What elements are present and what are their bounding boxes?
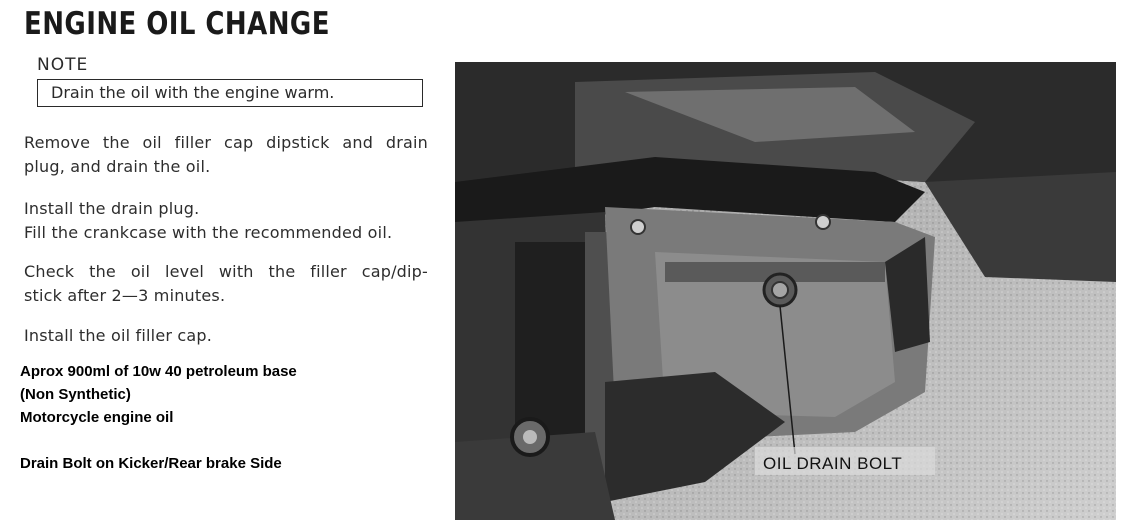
step-line: Remove the oil filler cap dipstick and drain [24,133,428,152]
engine-photo [455,62,1116,520]
step-check-level [24,260,428,308]
step-line: plug, and drain the oil. [24,157,211,176]
engine-illustration [455,62,1116,520]
step-install-plug [24,197,428,245]
step-line: stick after 2—3 minutes. [24,286,226,305]
note-text: Drain the oil with the engine warm. [51,83,335,102]
step-line: Fill the crankcase with the recommended oil. [24,223,393,242]
drain-side-note: Drain Bolt on Kicker/Rear brake Side [20,455,282,472]
page-title: ENGINE OIL CHANGE [24,6,330,42]
step-install-cap [24,324,428,348]
oil-drain-bolt-callout: OIL DRAIN BOLT [763,454,903,473]
step-line: Install the drain plug. [24,199,200,218]
note-box [37,79,423,107]
oil-spec-line: (Non Synthetic) [20,386,131,403]
step-line: Check the oil level with the filler cap/dip- [24,262,428,281]
step-line: Install the oil filler cap. [24,326,213,345]
oil-spec-line: Motorcycle engine oil [20,409,174,426]
note-label: NOTE [37,55,89,75]
oil-spec-line: Aprox 900ml of 10w 40 petroleum base [20,363,297,380]
step-remove-cap [24,131,428,179]
